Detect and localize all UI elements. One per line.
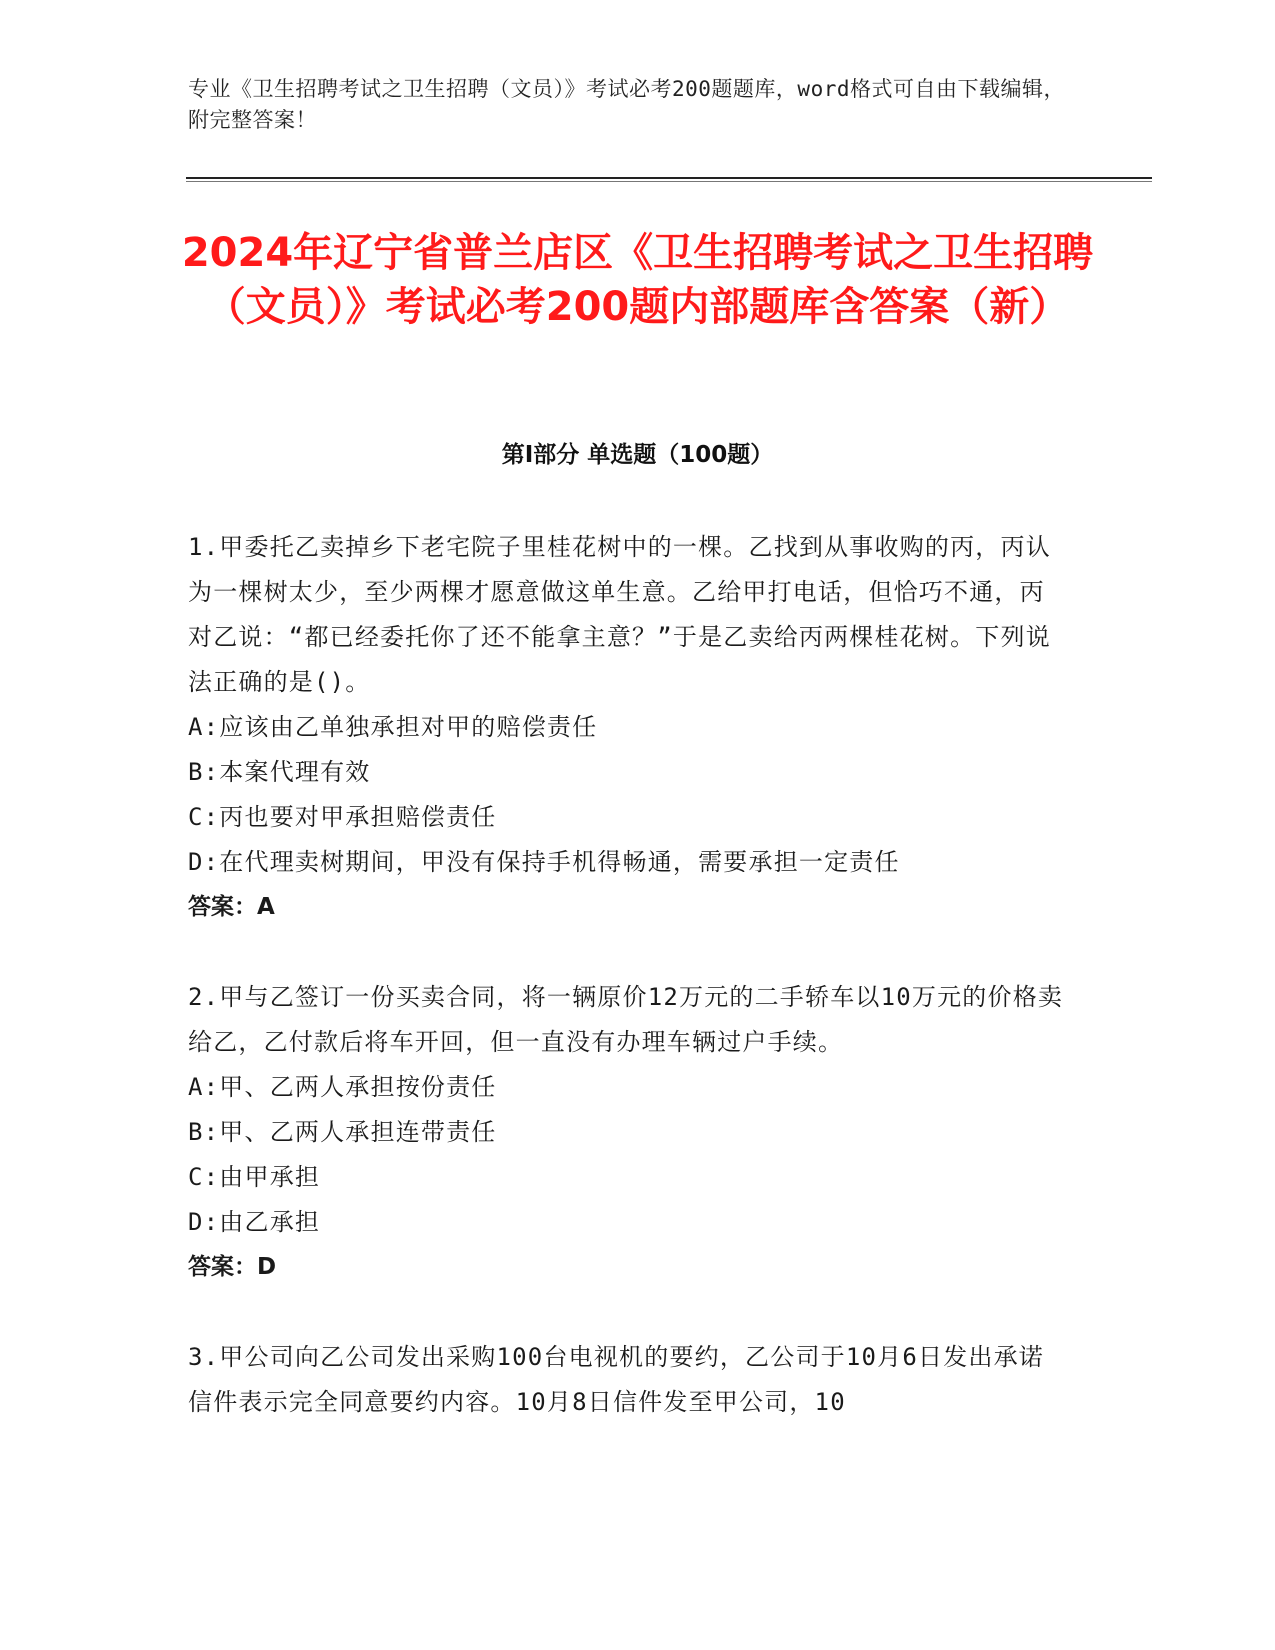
option-a: A:甲、乙两人承担按份责任	[188, 1073, 497, 1101]
option-b: B:本案代理有效	[188, 758, 371, 786]
question-1	[188, 525, 1068, 930]
header-divider	[186, 177, 1152, 179]
question-3	[188, 1335, 1068, 1425]
section-heading: 第I部分 单选题（100题）	[501, 442, 774, 468]
option-a: A:应该由乙单独承担对甲的赔偿责任	[188, 713, 598, 741]
question-stem: 1.甲委托乙卖掉乡下老宅院子里桂花树中的一棵。乙找到从事收购的丙，丙认为一棵树太少，至少两棵才愿意做这单生意。乙给甲打电话，但恰巧不通，丙对乙说：“都已经委托你了还不能拿主意？”于是乙卖给丙两棵桂花树。下列说法正确的是()。	[188, 533, 1051, 696]
option-c: C:由甲承担	[188, 1163, 321, 1191]
question-2	[188, 975, 1068, 1290]
document-title: 2024年辽宁省普兰店区《卫生招聘考试之卫生招聘（文员）》考试必考200题内部题库含答案（新）	[181, 230, 1094, 330]
answer-line: 答案：D	[188, 1254, 277, 1280]
option-c: C:丙也要对甲承担赔偿责任	[188, 803, 497, 831]
question-stem: 2.甲与乙签订一份买卖合同，将一辆原价12万元的二手轿车以10万元的价格卖给乙，乙付款后将车开回，但一直没有办理车辆过户手续。	[188, 983, 1064, 1056]
option-d: D:由乙承担	[188, 1208, 321, 1236]
question-stem: 3.甲公司向乙公司发出采购100台电视机的要约，乙公司于10月6日发出承诺信件表示完全同意要约内容。10月8日信件发至甲公司，10	[188, 1343, 1044, 1416]
header-note: 专业《卫生招聘考试之卫生招聘（文员）》考试必考200题题库，word格式可自由下载编辑，附完整答案！	[188, 77, 1065, 132]
option-d: D:在代理卖树期间，甲没有保持手机得畅通，需要承担一定责任	[188, 848, 900, 876]
header-divider-thin	[186, 181, 1152, 182]
question-list	[188, 525, 1068, 1425]
option-b: B:甲、乙两人承担连带责任	[188, 1118, 497, 1146]
answer-line: 答案：A	[188, 894, 275, 920]
